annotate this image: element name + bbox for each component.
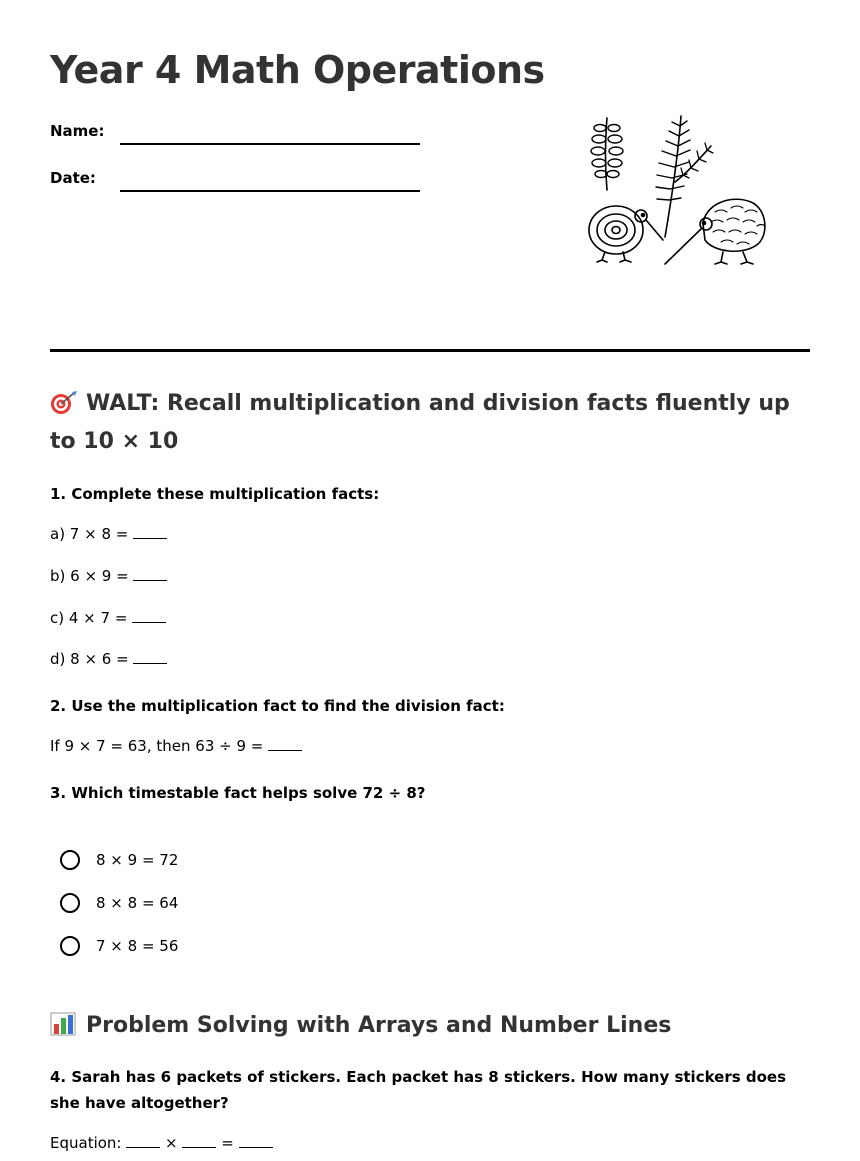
option-1[interactable] <box>60 847 178 873</box>
question-1b <box>50 566 167 585</box>
question-1-prompt: 1. Complete these multiplication facts: <box>50 485 380 503</box>
option-2-radio[interactable] <box>60 893 80 913</box>
direct-hit-target-icon <box>50 390 78 414</box>
question-1c-text: c) 4 × 7 = <box>50 609 128 627</box>
question-1a <box>50 524 167 543</box>
answer-1a-blank[interactable] <box>133 524 167 539</box>
option-1-label: 8 × 9 = 72 <box>96 851 179 869</box>
equation-blank-1[interactable] <box>126 1133 160 1148</box>
problem-solving-heading-text: Problem Solving with Arrays and Number Lines <box>86 1013 672 1038</box>
question-1b-text: b) 6 × 9 = <box>50 567 129 585</box>
equals-sign: = <box>221 1134 234 1152</box>
equation-label: Equation: <box>50 1134 122 1152</box>
section-divider <box>50 349 810 352</box>
option-3-radio[interactable] <box>60 936 80 956</box>
question-2 <box>50 736 302 755</box>
problem-solving-heading <box>50 1007 820 1045</box>
question-3-prompt: 3. Which timestable fact helps solve 72 ÷ 8? <box>50 784 426 802</box>
option-2[interactable] <box>60 890 178 916</box>
question-1d-text: d) 8 × 6 = <box>50 650 129 668</box>
equation-blank-3[interactable] <box>239 1133 273 1148</box>
date-field[interactable] <box>120 190 420 192</box>
equation-blank-2[interactable] <box>182 1133 216 1148</box>
answer-1c-blank[interactable] <box>132 608 166 623</box>
option-3[interactable] <box>60 933 178 959</box>
page-title: Year 4 Math Operations <box>50 48 545 92</box>
answer-1b-blank[interactable] <box>133 566 167 581</box>
question-1a-text: a) 7 × 8 = <box>50 525 129 543</box>
times-sign: × <box>165 1134 178 1152</box>
kiwi-birds-fern-illustration <box>583 112 773 272</box>
bar-chart-icon <box>50 1012 78 1036</box>
date-label: Date: <box>50 169 96 187</box>
question-2-prompt: 2. Use the multiplication fact to find the division fact: <box>50 697 505 715</box>
question-4-prompt: 4. Sarah has 6 packets of stickers. Each packet has 8 stickers. How many stickers does she have altogether? <box>50 1068 787 1112</box>
walt-heading <box>50 385 820 461</box>
option-2-label: 8 × 8 = 64 <box>96 894 179 912</box>
name-label: Name: <box>50 122 105 140</box>
name-field[interactable] <box>120 143 420 145</box>
answer-2-blank[interactable] <box>268 736 302 751</box>
answer-1d-blank[interactable] <box>133 649 167 664</box>
option-1-radio[interactable] <box>60 850 80 870</box>
equation-row <box>50 1133 273 1152</box>
option-3-label: 7 × 8 = 56 <box>96 937 179 955</box>
question-2-text: If 9 × 7 = 63, then 63 ÷ 9 = <box>50 737 264 755</box>
question-1c <box>50 608 166 627</box>
question-1d <box>50 649 167 668</box>
walt-heading-text: WALT: Recall multiplication and division facts fluently up to 10 × 10 <box>50 391 790 454</box>
